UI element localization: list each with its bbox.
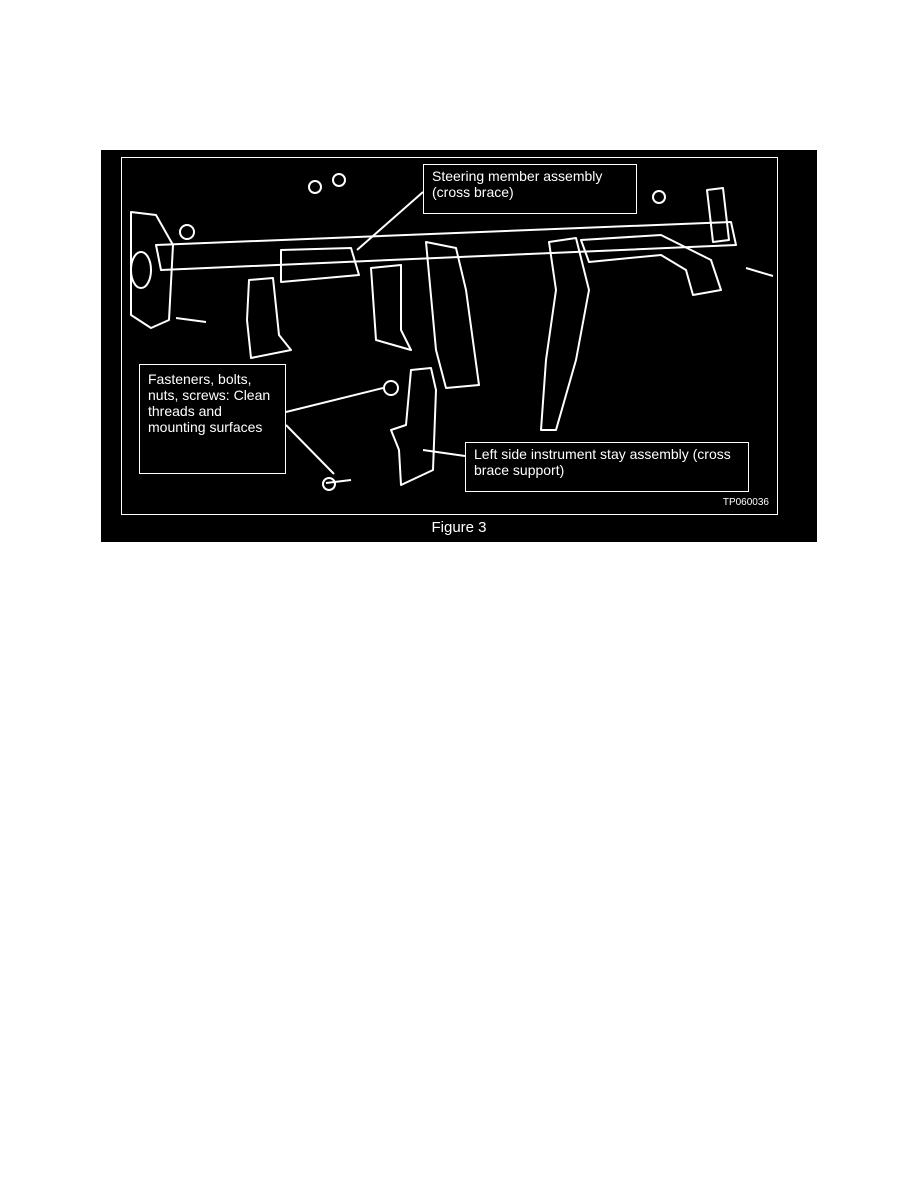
- nut-right: [653, 191, 665, 203]
- callout-left-stay: Left side instrument stay assembly (cross brace support): [465, 442, 749, 492]
- screw-head: [323, 478, 335, 490]
- leader-fasteners-1: [286, 388, 383, 412]
- figure-caption: Figure 3: [431, 519, 487, 536]
- right-long-stay: [541, 238, 589, 430]
- callout-fasteners: Fasteners, bolts, nuts, screws: Clean threads and mounting surfaces: [139, 364, 286, 474]
- left-end-hole: [131, 252, 151, 288]
- bolt-left: [176, 318, 206, 322]
- right-frame: [581, 235, 721, 295]
- leader-fasteners-2: [286, 425, 334, 474]
- leader-steering: [357, 192, 423, 250]
- nut-left: [180, 225, 194, 239]
- figure-id: TP060036: [722, 497, 769, 508]
- lower-bracket-1: [247, 278, 291, 358]
- right-end-bracket: [707, 188, 729, 242]
- nut-stay: [384, 381, 398, 395]
- leader-stay: [423, 450, 465, 456]
- screw-stay: [326, 480, 351, 483]
- center-right-stay: [426, 242, 479, 388]
- callout-steering-member: Steering member assembly (cross brace): [423, 164, 637, 214]
- nut-top-1: [309, 181, 321, 193]
- nut-top-2: [333, 174, 345, 186]
- figure-panel: [101, 150, 817, 542]
- bolt-right: [746, 268, 773, 276]
- center-stay: [371, 265, 411, 350]
